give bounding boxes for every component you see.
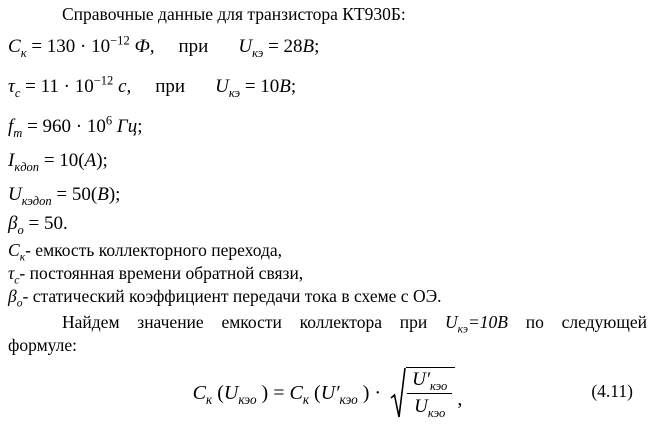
- formula-line-ft: [8, 113, 647, 140]
- math-punctuation: );: [108, 184, 121, 205]
- math-value: = 130 · 10: [26, 36, 111, 57]
- radical-sign-icon: [390, 367, 406, 419]
- math-unit: В: [97, 184, 109, 205]
- paragraph-line2: формуле:: [8, 335, 77, 355]
- definition-beta: [8, 285, 647, 308]
- math-symbol-ukeo-prime: U′: [320, 381, 340, 404]
- math-subscript: о: [17, 222, 24, 237]
- math-subscript: о: [16, 297, 23, 310]
- equation-comma: ,: [457, 388, 463, 410]
- math-unit: Гц: [112, 116, 138, 137]
- math-symbol-ukeo-prime: U′: [412, 369, 430, 390]
- math-subscript: т: [13, 125, 23, 140]
- math-subscript: кэо: [429, 378, 448, 393]
- math-symbol-ukeo: U: [414, 396, 428, 417]
- math-exponent: −12: [110, 33, 130, 48]
- math-symbol-uke: U: [215, 76, 229, 97]
- math-subscript: к: [19, 251, 26, 264]
- equation-number: (4.11): [591, 380, 633, 401]
- math-subscript: кэ: [457, 323, 468, 336]
- math-symbol-uk: U: [8, 184, 22, 205]
- math-value: = 10: [240, 76, 280, 97]
- math-subscript: кэо: [339, 391, 358, 407]
- math-subscript: к: [302, 391, 310, 407]
- definition-ck: [8, 239, 647, 262]
- math-symbol-uke: U: [238, 36, 253, 57]
- formula-line-beta: [8, 210, 647, 237]
- formula-line-ikdop: [8, 147, 647, 174]
- definition-text: - емкость коллекторного перехода,: [25, 240, 283, 260]
- math-subscript: кэо: [427, 405, 446, 420]
- paragraph-line1: [8, 311, 647, 334]
- math-symbol-ck: C: [192, 381, 207, 404]
- math-unit: В: [279, 76, 291, 97]
- math-value: = 28: [263, 36, 303, 57]
- paragraph-text: по следующей: [507, 312, 647, 332]
- condition-word: при: [155, 76, 186, 97]
- math-subscript: кэо: [238, 391, 257, 407]
- definition-text: - статический коэффициент передачи тока в схеме с ОЭ.: [22, 286, 442, 306]
- radicand-fraction: [406, 367, 455, 419]
- math-unit: А: [84, 150, 97, 171]
- equation-411-row: [8, 362, 647, 424]
- math-symbol-ck: C: [289, 381, 303, 404]
- math-value: = 50.: [23, 213, 68, 234]
- math-symbol-ik: I: [8, 150, 15, 171]
- definition-text: - постоянная времени обратной связи,: [19, 263, 304, 283]
- math-subscript: к: [206, 391, 213, 407]
- math-symbol-ck: C: [8, 240, 20, 260]
- math-subscript: к: [20, 45, 27, 60]
- fraction-numerator: [407, 369, 452, 394]
- math-unit: В: [302, 36, 315, 57]
- math-punctuation: ;: [137, 116, 143, 137]
- math-exponent: 6: [105, 113, 113, 128]
- math-subscript: с: [14, 85, 21, 100]
- definition-tau: [8, 262, 647, 285]
- math-value: = 11 · 10: [20, 76, 94, 97]
- math-unit: Ф,: [129, 36, 155, 57]
- equation-formula: [193, 367, 463, 419]
- math-symbol-tau: τ: [8, 76, 15, 97]
- math-subscript: с: [14, 274, 20, 287]
- math-value: = 50(: [51, 184, 98, 205]
- equation-lhs-rhs: [193, 382, 386, 405]
- math-exponent: −12: [93, 73, 114, 88]
- math-symbol-uke: U: [444, 312, 458, 332]
- close-paren: ): [256, 381, 274, 404]
- math-punctuation: ;: [314, 36, 320, 57]
- math-symbol-ft: f: [8, 116, 14, 137]
- page-title: Справочные данные для транзистора КТ930Б:: [62, 4, 406, 24]
- paragraph-text: Найдем значение емкости коллектора при: [62, 312, 445, 332]
- formula-line-tau: [8, 73, 647, 100]
- math-symbol-beta: β: [8, 213, 18, 234]
- math-subscript: кэдоп: [21, 193, 52, 208]
- math-symbol-beta: β: [8, 286, 17, 306]
- math-subscript: кэ: [252, 45, 264, 60]
- math-value: =10В: [467, 312, 508, 332]
- multiplication-dot: ·: [374, 381, 387, 404]
- close-paren: ): [357, 381, 375, 404]
- square-root: [390, 367, 455, 419]
- math-symbol-ck: C: [8, 36, 21, 57]
- math-symbol-ukeo: U: [223, 381, 239, 404]
- math-value: = 10(: [39, 150, 85, 171]
- formula-line-ukedop: [8, 181, 647, 208]
- fraction-denominator: [407, 394, 452, 418]
- condition-word: при: [178, 36, 209, 57]
- math-unit: с,: [113, 76, 132, 97]
- open-paren: (: [309, 381, 321, 404]
- math-subscript: кдоп: [14, 159, 40, 174]
- equals-sign: =: [273, 381, 290, 404]
- math-subscript: кэ: [228, 85, 241, 100]
- math-symbol-tau: τ: [8, 263, 15, 283]
- math-punctuation: );: [96, 150, 108, 171]
- math-punctuation: ;: [290, 76, 297, 97]
- formula-line-ck: [8, 33, 647, 60]
- math-value: = 960 · 10: [22, 116, 106, 137]
- open-paren: (: [212, 381, 224, 404]
